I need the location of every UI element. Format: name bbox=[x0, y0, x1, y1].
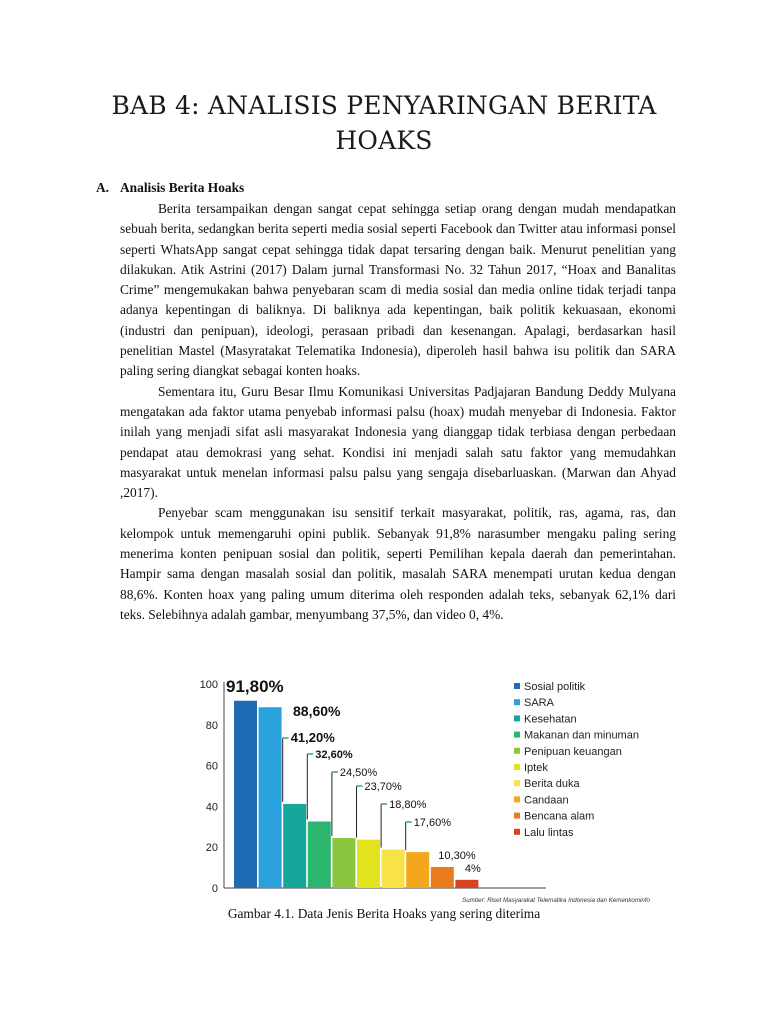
bar-2 bbox=[259, 707, 282, 888]
data-label-3: 41,20% bbox=[290, 730, 335, 745]
legend-swatch-4 bbox=[514, 732, 520, 738]
legend-label-8: Candaan bbox=[524, 794, 569, 807]
section-heading bbox=[96, 180, 676, 196]
legend-label-5: Penipuan keuangan bbox=[524, 745, 622, 758]
data-label-4: 32,60% bbox=[315, 749, 353, 761]
chapter-title-line-2: HOAKS bbox=[335, 126, 433, 155]
y-tick-label: 100 bbox=[199, 679, 218, 691]
y-tick-label: 20 bbox=[205, 842, 218, 855]
bar-1 bbox=[234, 701, 257, 888]
legend-swatch-3 bbox=[514, 715, 520, 721]
bar-10 bbox=[455, 880, 478, 888]
legend-swatch-6 bbox=[514, 764, 520, 770]
bar-4 bbox=[308, 821, 331, 888]
chapter-title-line-1: BAB 4: ANALISIS PENYARINGAN BERITA bbox=[111, 91, 657, 120]
chart-source-note: Sumber: Riset Masyarakat Telematika Indonesia dan Kemenkominfo bbox=[462, 897, 650, 904]
y-tick-label: 60 bbox=[205, 760, 218, 773]
data-label-7: 18,80% bbox=[389, 799, 427, 811]
legend-label-7: Berita duka bbox=[524, 778, 580, 791]
section-number: A. bbox=[96, 180, 110, 195]
paragraph-2: Sementara itu, Guru Besar Ilmu Komunikasi Universitas Padjajaran Bandung Deddy Mulyana mengatakan ada faktor utama penyebab informasi palsu (hoax) mudah menyebar di Indonesia. Faktor inilah yang menjadi sifat asli masyarakat Indonesia yang dianggap tidak terbiasa dengan perbedaan pendapat atau demokrasi yang sehat. Kondisi ini menjadi salah satu faktor yang memudahkan masyarakat untuk menelan informasi palsu palsu yang sengaja disebarluaskan. (Marwan dan Ahyad ,2017). bbox=[120, 383, 676, 501]
section-a bbox=[96, 180, 676, 625]
bar-5 bbox=[332, 838, 355, 888]
legend-swatch-7 bbox=[514, 780, 520, 786]
legend-swatch-8 bbox=[514, 796, 520, 802]
data-label-8: 17,60% bbox=[413, 817, 452, 829]
data-label-5: 24,50% bbox=[339, 767, 378, 779]
figure-caption: Gambar 4.1. Data Jenis Berita Hoaks yang sering diterima bbox=[227, 906, 541, 921]
data-label-1: 91,80% bbox=[226, 677, 284, 696]
chapter-title bbox=[96, 88, 672, 158]
legend-label-2: SARA bbox=[524, 697, 554, 710]
hoax-type-chart bbox=[196, 672, 652, 906]
y-tick-label: 40 bbox=[205, 801, 218, 814]
legend-label-4: Makanan dan minuman bbox=[524, 729, 639, 742]
y-tick-label: 80 bbox=[205, 719, 218, 732]
legend-swatch-2 bbox=[514, 699, 520, 705]
bar-7 bbox=[382, 850, 405, 888]
paragraph-3: Penyebar scam menggunakan isu sensitif terkait masyarakat, politik, ras, agama, ras, dan kelompok untuk memengaruhi opini publik. Sebanyak 91,8% narasumber mengaku paling sering menerima konten penipuan sosial dan politik, seperti Pemilihan kepala daerah dan pemerintahan. Hampir sama dengan masalah sosial dan politik, masalah SARA menempati urutan kedua dengan 88,6%. Konten hoax yang paling umum diterima oleh responden adalah teks, sebanyak 62,1% dari teks. Selebihnya adalah gambar, menyumbang 37,5%, dan video 0, 4%. bbox=[120, 505, 676, 622]
bar-3 bbox=[283, 804, 306, 888]
data-label-2: 88,60% bbox=[293, 703, 341, 719]
bar-9 bbox=[431, 867, 454, 888]
data-label-6: 23,70% bbox=[364, 781, 402, 793]
legend-label-6: Iptek bbox=[524, 762, 548, 774]
legend-swatch-9 bbox=[514, 813, 520, 819]
legend-swatch-5 bbox=[514, 748, 520, 754]
legend-swatch-1 bbox=[514, 683, 520, 689]
legend-label-9: Bencana alam bbox=[524, 810, 595, 823]
legend-swatch-10 bbox=[514, 829, 520, 835]
bar-8 bbox=[406, 852, 429, 888]
legend-label-3: Kesehatan bbox=[524, 713, 577, 726]
y-tick-label: 0 bbox=[211, 883, 218, 895]
chart-svg bbox=[196, 672, 652, 906]
data-label-10: 4% bbox=[464, 862, 481, 875]
data-label-9: 10,30% bbox=[438, 849, 476, 862]
section-heading-text: Analisis Berita Hoaks bbox=[120, 180, 245, 195]
paragraph-1: Berita tersampaikan dengan sangat cepat sehingga setiap orang dengan mudah mendapatkan sebuah berita, sedangkan berita seperti media sosial seperti Facebook dan Twitter atau informasi ponsel seperti WhatsApp sangat cepat sehingga tidak dapat tersaring dengan baik. Menurut penelitian yang dilakukan. Atik Astrini (2017) Dalam jurnal Transformasi No. 32 Tahun 2017, “Hoax and Banalitas Crime” mengemukakan bahwa penyebaran scam di media sosial dan media online tidak terjadi tanpa adanya kepentingan di baliknya. Di baliknya ada kepentingan, baik politik kekuasaan, ekonomi (industri dan penipuan), ideologi, perasaan pribadi dan kesenangan. Apalagi, berdasarkan hasil penelitian Mastel (Masyratakat Telematika Indonesia), diperoleh hasil bahwa isu politik dan SARA paling sering diangkat sebagai konten hoaks. bbox=[120, 201, 676, 379]
legend-label-1: Sosial politik bbox=[524, 681, 586, 693]
legend-label-10: Lalu lintas bbox=[524, 826, 574, 839]
bar-6 bbox=[357, 840, 380, 888]
